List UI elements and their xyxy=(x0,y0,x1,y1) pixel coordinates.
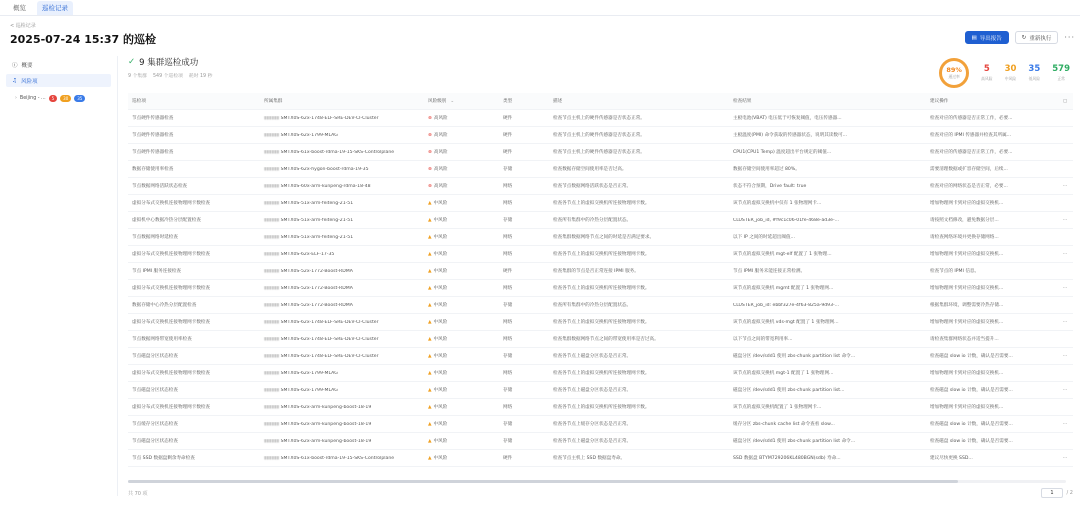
suggestion-cell: 请检查网络环境并更换存储网络... xyxy=(930,235,999,240)
redacted-prefix: ▮▮▮▮▮▮ xyxy=(264,149,281,155)
check-item-cell: 虚拟分布式交换机连接物理网卡数检查 xyxy=(132,320,211,325)
risk-level-cell: ▲ 中风险 xyxy=(428,421,448,427)
mid-risk-count-badge: 30 xyxy=(60,95,71,102)
cluster-name: Beijing - ... xyxy=(19,96,46,101)
tab-0[interactable]: 概览 xyxy=(13,4,26,12)
table-row[interactable] xyxy=(128,297,1073,314)
description-cell: 检查各节点上磁盘分区状态是否正常。 xyxy=(553,354,632,359)
table-row[interactable] xyxy=(128,195,1073,212)
cluster-cell: ▮▮▮▮▮▮ SMTX0S-52x-1772-Boost-RDMA xyxy=(264,302,353,308)
row-more-icon[interactable]: ··· xyxy=(1062,387,1068,393)
stats-panel xyxy=(939,58,1070,88)
table-row[interactable] xyxy=(128,280,1073,297)
row-more-icon[interactable]: ··· xyxy=(1062,217,1068,223)
cluster-cell: ▮▮▮▮▮▮ SMTX0S-62x-ELF-17-35 xyxy=(264,251,335,257)
row-more-icon[interactable]: ··· xyxy=(1062,353,1068,359)
type-cell: 网络 xyxy=(503,371,513,376)
column-header[interactable]: 描述 xyxy=(553,99,563,104)
table-row[interactable] xyxy=(128,331,1073,348)
warning-icon: ▲ xyxy=(428,251,432,257)
result-cell: CLUSTER_job_id: ebbf327e-4f63-825a-9d93-... xyxy=(733,302,840,308)
suggestion-cell: 增加物理网卡到对应的虚拟交换机... xyxy=(930,405,1004,410)
warning-icon: ▲ xyxy=(428,200,432,206)
description-cell: 检查集群的节点是否正常连接 IPMI 服务。 xyxy=(553,269,639,274)
table-row[interactable] xyxy=(128,365,1073,382)
export-report-button[interactable]: ▤ 导出报告 xyxy=(965,31,1009,44)
description-cell: 检查所有集群中的冷热分层配置状态。 xyxy=(553,303,632,308)
result-cell: 该节点的虚拟交换机中仅有 1 张物理网卡... xyxy=(733,201,822,206)
risk-level-cell: ▲ 中风险 xyxy=(428,387,448,393)
cluster-cell: ▮▮▮▮▮▮ SMTX0S-52x-1772-Boost-RDMA xyxy=(264,268,353,274)
table-row[interactable] xyxy=(128,314,1073,331)
description-cell: 检查各节点上的虚拟交换机所连接物理网卡数。 xyxy=(553,286,650,291)
suggestion-cell: 检查节点的 IPMI 信息。 xyxy=(930,269,980,274)
column-header[interactable]: 所属集群 xyxy=(264,99,283,104)
row-more-icon[interactable]: ··· xyxy=(1062,421,1068,427)
cluster-cell: ▮▮▮▮▮▮ SMTX0S-61x-boost-rdma-19-15-SKS-Controlplane xyxy=(264,149,395,155)
check-item-cell: 节点数据网络带宽使用率检查 xyxy=(132,337,192,342)
stat-high-risk: 5 高风险 xyxy=(981,64,993,81)
warning-icon: ▲ xyxy=(428,438,432,444)
suggestion-cell: 建议尽快更换 SSD... xyxy=(930,456,973,461)
redacted-prefix: ▮▮▮▮▮▮ xyxy=(264,438,281,444)
warning-icon: ▲ xyxy=(428,268,432,274)
column-header[interactable]: 风险级别 ⌄ xyxy=(428,99,455,104)
summary-section xyxy=(128,56,212,79)
suggestion-cell: 增加物理网卡到对应的虚拟交换机... xyxy=(930,371,1004,376)
back-link[interactable]: < 巡检记录 xyxy=(10,23,36,29)
risk-level-cell: ▲ 中风险 xyxy=(428,370,448,376)
check-item-cell: 虚拟分布式交换机连接物理网卡数检查 xyxy=(132,405,211,410)
page-input[interactable]: 1 xyxy=(1041,488,1062,498)
cluster-cell: ▮▮▮▮▮▮ SMTX0S-61x-boost-rdma-19-15-SKS-Controlplane xyxy=(264,455,395,461)
type-cell: 硬件 xyxy=(503,133,513,138)
result-cell: 节点 IPMI 服务未能连接正常检测。 xyxy=(733,269,806,274)
description-cell: 检查节点主机上 SSD 数据盘寿命。 xyxy=(553,456,626,461)
column-header[interactable]: 巡检项 xyxy=(132,99,146,104)
check-item-cell: 节点磁盘分区状态检查 xyxy=(132,388,178,393)
rerun-button[interactable]: ↻ 重新执行 xyxy=(1015,31,1059,44)
redacted-prefix: ▮▮▮▮▮▮ xyxy=(264,268,281,274)
description-cell: 检查节点数据网络活跃状态是否正常。 xyxy=(553,184,632,189)
column-header[interactable]: 类型 xyxy=(503,99,513,104)
result-cell: 磁盘分区 /dev/sdd1 使用 zbs-chunk partition list 命令... xyxy=(733,354,856,359)
description-cell: 检查各节点上的虚拟交换机所连接物理网卡数。 xyxy=(553,320,650,325)
type-cell: 硬件 xyxy=(503,456,513,461)
table-row[interactable] xyxy=(128,246,1073,263)
filter-chevron-icon[interactable]: ⌄ xyxy=(450,99,455,104)
redacted-prefix: ▮▮▮▮▮▮ xyxy=(264,115,281,121)
redacted-prefix: ▮▮▮▮▮▮ xyxy=(264,166,281,172)
cluster-cell: ▮▮▮▮▮▮ SMTX0S-62x-1748-ELF-SRE-DEV-CI-Cluster xyxy=(264,115,379,121)
type-cell: 网络 xyxy=(503,252,513,257)
warning-icon: ▲ xyxy=(428,387,432,393)
description-cell: 检查集群数据网络节点之间的带宽使用率是否过高。 xyxy=(553,337,659,342)
check-item-cell: 节点硬件传感器检查 xyxy=(132,150,174,155)
type-cell: 硬件 xyxy=(503,269,513,274)
suggestion-cell: 检查磁盘 slow io 计数，确认是否需要... xyxy=(930,439,1013,444)
document-icon: ▤ xyxy=(971,34,977,41)
check-icon: ✓ xyxy=(128,57,136,67)
warning-icon: ▲ xyxy=(428,234,432,240)
type-cell: 硬件 xyxy=(503,150,513,155)
column-settings-icon[interactable]: ▢ xyxy=(1062,98,1068,104)
cluster-cell: ▮▮▮▮▮▮ SMTX0S-62x-1748-ELF-SRE-DEV-CI-Cluster xyxy=(264,336,379,342)
type-cell: 网络 xyxy=(503,286,513,291)
type-cell: 存储 xyxy=(503,439,513,444)
suggestion-cell: 检查对应的 IPMI 传感器并检查其所属... xyxy=(930,133,1012,138)
redacted-prefix: ▮▮▮▮▮▮ xyxy=(264,387,281,393)
result-cell: CPU1(CPU1 Temp) 温度超出平台规定的阈值... xyxy=(733,150,832,155)
table-row[interactable] xyxy=(128,399,1073,416)
table-row[interactable] xyxy=(128,127,1073,144)
description-cell: 检查各节点上的虚拟交换机所连接物理网卡数。 xyxy=(553,201,650,206)
description-cell: 检查数据存储空间使用率是否过高。 xyxy=(553,167,627,172)
type-cell: 网络 xyxy=(503,337,513,342)
description-cell: 检查节点主机上的硬件传感器是否状态正常。 xyxy=(553,116,645,121)
table-row[interactable] xyxy=(128,450,1073,467)
check-item-cell: 虚拟分布式交换机连接物理网卡数检查 xyxy=(132,201,211,206)
sidebar-cluster-item[interactable] xyxy=(0,95,117,102)
cluster-cell: ▮▮▮▮▮▮ SMTX0S-60x-arm-kunpeng-rdma-18-48 xyxy=(264,183,371,189)
suggestion-cell: 检查磁盘 slow io 计数，确认是否需要... xyxy=(930,354,1013,359)
cluster-cell: ▮▮▮▮▮▮ SMTX0S-52x-1772-Boost-RDMA xyxy=(264,285,353,291)
bell-icon: ♫ xyxy=(12,77,17,84)
result-cell: 状态不符合预期，Drive fault: true xyxy=(733,184,807,189)
stat-mid-risk: 30 中风险 xyxy=(1004,64,1017,81)
total-count: 共 70 项 xyxy=(128,490,148,497)
risk-level-cell: ▲ 中风险 xyxy=(428,200,448,206)
cluster-cell: ▮▮▮▮▮▮ SMTX0S-62x-1799-MLAG xyxy=(264,370,338,376)
cluster-cell: ▮▮▮▮▮▮ SMTX0S-51x-arm-feiteng-21-51 xyxy=(264,217,354,223)
risk-table xyxy=(128,93,1073,480)
result-cell: 该节点的虚拟交换机 mgt-1 配置了 1 张物理网... xyxy=(733,371,834,376)
error-icon: ⊗ xyxy=(428,115,432,121)
redacted-prefix: ▮▮▮▮▮▮ xyxy=(264,336,281,342)
result-cell: 磁盘分区 /dev/sdd1 使用 zbs-chunk partition list... xyxy=(733,388,845,393)
summary-title: 9 集群巡检成功 xyxy=(139,58,199,68)
type-cell: 网络 xyxy=(503,184,513,189)
stat-low-risk: 35 低风险 xyxy=(1028,64,1041,81)
redacted-prefix: ▮▮▮▮▮▮ xyxy=(264,285,281,291)
table-row[interactable] xyxy=(128,144,1073,161)
warning-icon: ▲ xyxy=(428,285,432,291)
check-item-cell: 节点硬件传感器检查 xyxy=(132,116,174,121)
horizontal-scrollbar[interactable] xyxy=(128,480,1066,483)
redacted-prefix: ▮▮▮▮▮▮ xyxy=(264,421,281,427)
pass-rate-ring: 89% 通过率 xyxy=(939,58,969,88)
description-cell: 检查各节点上的虚拟交换机所连接物理网卡数。 xyxy=(553,405,650,410)
table-row[interactable] xyxy=(128,229,1073,246)
low-risk-count-badge: 35 xyxy=(74,95,85,102)
result-cell: 以下 IP 之间的时延超出阈值... xyxy=(733,235,795,240)
redacted-prefix: ▮▮▮▮▮▮ xyxy=(264,200,281,206)
cluster-cell: ▮▮▮▮▮▮ SMTX0S-62x-hygon-boost-rdma-19-35 xyxy=(264,166,369,172)
stat-normal: 579 正常 xyxy=(1052,64,1070,81)
warning-icon: ▲ xyxy=(428,336,432,342)
result-cell: 磁盘分区 /dev/sdd1 使用 zbs-chunk partition list 命令... xyxy=(733,439,856,444)
type-cell: 存储 xyxy=(503,303,513,308)
page-header xyxy=(10,22,1075,48)
risk-level-cell: ⊗ 高风险 xyxy=(428,132,448,138)
table-row[interactable] xyxy=(128,433,1073,450)
risk-level-cell: ▲ 中风险 xyxy=(428,302,448,308)
suggestion-cell: 增加物理网卡到对应的虚拟交换机... xyxy=(930,286,1004,291)
suggestion-cell: 增加物理网卡到对应的虚拟交换机... xyxy=(930,252,1004,257)
risk-level-cell: ▲ 中风险 xyxy=(428,438,448,444)
type-cell: 硬件 xyxy=(503,116,513,121)
check-item-cell: 节点磁盘分区状态检查 xyxy=(132,439,178,444)
redacted-prefix: ▮▮▮▮▮▮ xyxy=(264,217,281,223)
description-cell: 检查集群数据网络节点之间的时延是否满足要求。 xyxy=(553,235,655,240)
redacted-prefix: ▮▮▮▮▮▮ xyxy=(264,251,281,257)
redacted-prefix: ▮▮▮▮▮▮ xyxy=(264,455,281,461)
more-options-icon[interactable]: ··· xyxy=(1064,33,1075,42)
check-item-cell: 节点 SSD 数据盘剩余寿命检查 xyxy=(132,456,195,461)
check-item-cell: 节点硬件传感器检查 xyxy=(132,133,174,138)
suggestion-cell: 检查对应的传感器是否正常工作，必要... xyxy=(930,116,1013,121)
table-row[interactable] xyxy=(128,161,1073,178)
suggestion-cell: 请按照文档修改，避免数据分层... xyxy=(930,218,999,223)
description-cell: 检查节点主机上的硬件传感器是否状态正常。 xyxy=(553,133,645,138)
table-row[interactable] xyxy=(128,348,1073,365)
check-item-cell: 虚拟分布式交换机连接物理网卡数检查 xyxy=(132,286,211,291)
redacted-prefix: ▮▮▮▮▮▮ xyxy=(264,302,281,308)
check-item-cell: 数据存储使用率检查 xyxy=(132,167,174,172)
table-row[interactable] xyxy=(128,178,1073,195)
cluster-count: 9 个集群 xyxy=(128,74,147,79)
check-item-cell: 虚拟分布式交换机连接物理网卡数检查 xyxy=(132,252,211,257)
suggestion-cell: 根据集群环境，调整需要冷热存储... xyxy=(930,303,1004,308)
check-item-cell: 节点缓存分区状态检查 xyxy=(132,422,178,427)
row-more-icon[interactable]: ··· xyxy=(1062,251,1068,257)
type-cell: 网络 xyxy=(503,201,513,206)
warning-icon: ▲ xyxy=(428,370,432,376)
risk-level-cell: ▲ 中风险 xyxy=(428,319,448,325)
warning-icon: ▲ xyxy=(428,421,432,427)
description-cell: 检查所有集群中的冷热分层配置状态。 xyxy=(553,218,632,223)
item-count: 549 个巡检项 xyxy=(152,74,183,79)
warning-icon: ▲ xyxy=(428,217,432,223)
error-icon: ⊗ xyxy=(428,166,432,172)
result-cell: 该节点的虚拟交换机配置了 1 张物理网卡... xyxy=(733,405,822,410)
row-more-icon[interactable]: ··· xyxy=(1062,455,1068,461)
result-cell: 主板电池(VBAT) 电压低于可恢复阈值，电压传感器... xyxy=(733,116,842,121)
cluster-cell: ▮▮▮▮▮▮ SMTX0S-62x-1799-MLAG xyxy=(264,132,338,138)
cluster-cell: ▮▮▮▮▮▮ SMTX0S-62x-arm-kunpeng-boost-18-19 xyxy=(264,438,372,444)
redacted-prefix: ▮▮▮▮▮▮ xyxy=(264,370,281,376)
description-cell: 检查节点主机上的硬件传感器是否状态正常。 xyxy=(553,150,645,155)
warning-icon: ▲ xyxy=(428,455,432,461)
redacted-prefix: ▮▮▮▮▮▮ xyxy=(264,183,281,189)
type-cell: 存储 xyxy=(503,422,513,427)
tab-1[interactable]: 巡检记录 xyxy=(37,1,73,15)
info-icon: ⓘ xyxy=(12,62,18,69)
warning-icon: ▲ xyxy=(428,404,432,410)
suggestion-cell: 检查对应的网络状态是否正常，必要... xyxy=(930,184,1008,189)
result-cell: 该节点的虚拟交换机 mgmt 配置了 1 张物理网... xyxy=(733,286,834,291)
suggestion-cell: 检查对应的传感器是否正常工作，必要... xyxy=(930,150,1013,155)
suggestion-cell: 请检查集群网络状态并适当提升... xyxy=(930,337,999,342)
check-item-cell: 虚拟机中心数据冷热分层配置检查 xyxy=(132,218,201,223)
cluster-cell: ▮▮▮▮▮▮ SMTX0S-51x-arm-feiteng-21-51 xyxy=(264,200,354,206)
page-total: / 2 xyxy=(1066,490,1073,496)
cluster-cell: ▮▮▮▮▮▮ SMTX0S-62x-arm-kunpeng-boost-18-19 xyxy=(264,404,372,410)
risk-level-cell: ▲ 中风险 xyxy=(428,404,448,410)
risk-level-cell: ⊗ 高风险 xyxy=(428,183,448,189)
row-more-icon[interactable]: ··· xyxy=(1062,285,1068,291)
description-cell: 检查各节点上的虚拟交换机所连接物理网卡数。 xyxy=(553,371,650,376)
pagination xyxy=(1041,488,1073,498)
check-item-cell: 数据存储中心冷热分层配置检查 xyxy=(132,303,197,308)
risk-level-cell: ⊗ 高风险 xyxy=(428,115,448,121)
risk-level-cell: ⊗ 高风险 xyxy=(428,166,448,172)
result-cell: SSD 数据盘 BTYM729206KL480BGN(sdb) 寿命... xyxy=(733,456,841,461)
redacted-prefix: ▮▮▮▮▮▮ xyxy=(264,319,281,325)
column-header[interactable]: 检查结果 xyxy=(733,99,752,104)
warning-icon: ▲ xyxy=(428,319,432,325)
risk-level-cell: ▲ 中风险 xyxy=(428,285,448,291)
cluster-cell: ▮▮▮▮▮▮ SMTX0S-62x-arm-kunpeng-boost-18-19 xyxy=(264,421,372,427)
risk-level-cell: ▲ 中风险 xyxy=(428,217,448,223)
sidebar-item-risks[interactable]: ♫ 风险项 xyxy=(6,74,111,87)
sidebar xyxy=(0,56,118,496)
risk-level-cell: ▲ 中风险 xyxy=(428,455,448,461)
warning-icon: ▲ xyxy=(428,302,432,308)
result-cell: 主板温度(PMI) 命令获取的传感器状态，说明其读数可... xyxy=(733,133,847,138)
description-cell: 检查各节点上磁盘分区状态是否正常。 xyxy=(553,388,632,393)
table-footer xyxy=(128,488,1073,498)
table-row[interactable] xyxy=(128,212,1073,229)
error-icon: ⊗ xyxy=(428,183,432,189)
risk-level-cell: ▲ 中风险 xyxy=(428,234,448,240)
risk-level-cell: ⊗ 高风险 xyxy=(428,149,448,155)
high-risk-count-badge: 5 xyxy=(49,95,58,102)
cluster-cell: ▮▮▮▮▮▮ SMTX0S-62x-1748-ELF-SRE-DEV-CI-Cluster xyxy=(264,319,379,325)
table-row[interactable] xyxy=(128,110,1073,127)
error-icon: ⊗ xyxy=(428,132,432,138)
table-row[interactable] xyxy=(128,382,1073,399)
row-more-icon[interactable]: ··· xyxy=(1062,319,1068,325)
redacted-prefix: ▮▮▮▮▮▮ xyxy=(264,234,281,240)
page-title: 2025-07-24 15:37 的巡检 xyxy=(10,33,157,46)
description-cell: 检查各节点上缓存分区状态是否正常。 xyxy=(553,422,632,427)
check-item-cell: 虚拟分布式交换机连接物理网卡数检查 xyxy=(132,371,211,376)
suggestion-cell: 检查磁盘 slow io 计数，确认是否需要... xyxy=(930,422,1013,427)
table-row[interactable] xyxy=(128,263,1073,280)
chevron-right-icon: › xyxy=(15,96,17,101)
row-more-icon[interactable]: ··· xyxy=(1062,183,1068,189)
duration: 耗时 19 秒 xyxy=(188,74,213,79)
type-cell: 存储 xyxy=(503,218,513,223)
table-row[interactable] xyxy=(128,416,1073,433)
check-item-cell: 节点磁盘分区状态检查 xyxy=(132,354,178,359)
suggestion-cell: 增加物理网卡到对应的虚拟交换机... xyxy=(930,320,1004,325)
result-cell: CLUSTER_job_id, #f9c1c06-01fe-468e-ad3e-... xyxy=(733,217,840,223)
description-cell: 检查各节点上的虚拟交换机所连接物理网卡数。 xyxy=(553,252,650,257)
error-icon: ⊗ xyxy=(428,149,432,155)
result-cell: 数据存储空间使用率超过 80%。 xyxy=(733,167,800,172)
cluster-cell: ▮▮▮▮▮▮ SMTX0S-51x-arm-feiteng-21-51 xyxy=(264,234,354,240)
check-item-cell: 节点 IPMI 服务连接检查 xyxy=(132,269,182,274)
sidebar-item-overview[interactable]: ⓘ 概要 xyxy=(12,62,33,69)
suggestion-cell: 增加物理网卡到对应的虚拟交换机... xyxy=(930,201,1004,206)
description-cell: 检查各节点上磁盘分区状态是否正常。 xyxy=(553,439,632,444)
result-cell: 以下节点之间的带宽利用率... xyxy=(733,337,793,342)
risk-level-cell: ▲ 中风险 xyxy=(428,268,448,274)
cluster-cell: ▮▮▮▮▮▮ SMTX0S-62x-1799-MLAG xyxy=(264,387,338,393)
type-cell: 存储 xyxy=(503,388,513,393)
type-cell: 网络 xyxy=(503,405,513,410)
check-item-cell: 节点数据网络时延检查 xyxy=(132,235,178,240)
type-cell: 网络 xyxy=(503,235,513,240)
suggestion-cell: 检查磁盘 slow io 计数，确认是否需要... xyxy=(930,388,1013,393)
warning-icon: ▲ xyxy=(428,353,432,359)
risk-level-cell: ▲ 中风险 xyxy=(428,336,448,342)
risk-level-cell: ▲ 中风险 xyxy=(428,251,448,257)
redacted-prefix: ▮▮▮▮▮▮ xyxy=(264,404,281,410)
refresh-icon: ↻ xyxy=(1021,34,1027,41)
type-cell: 网络 xyxy=(503,320,513,325)
result-cell: 该节点的虚拟交换机 mgt-elf 配置了 1 张物理... xyxy=(733,252,832,257)
suggestion-cell: 需要清理数据或扩容存储空间，后续... xyxy=(930,167,1008,172)
result-cell: 缓存分区 zbs-chunk cache list 命令查看 slow... xyxy=(733,422,835,427)
redacted-prefix: ▮▮▮▮▮▮ xyxy=(264,132,281,138)
type-cell: 存储 xyxy=(503,167,513,172)
top-tab-bar xyxy=(0,0,1080,16)
table-header xyxy=(128,93,1073,110)
redacted-prefix: ▮▮▮▮▮▮ xyxy=(264,353,281,359)
result-cell: 该节点的虚拟交换机 vds-mgt 配置了 1 张物理网... xyxy=(733,320,839,325)
type-cell: 存储 xyxy=(503,354,513,359)
check-item-cell: 节点数据网络活跃状态检查 xyxy=(132,184,188,189)
cluster-cell: ▮▮▮▮▮▮ SMTX0S-62x-1748-ELF-SRE-DEV-CI-Cluster xyxy=(264,353,379,359)
risk-level-cell: ▲ 中风险 xyxy=(428,353,448,359)
column-header[interactable]: 建议操作 xyxy=(930,99,949,104)
scrollbar-thumb[interactable] xyxy=(128,480,958,483)
